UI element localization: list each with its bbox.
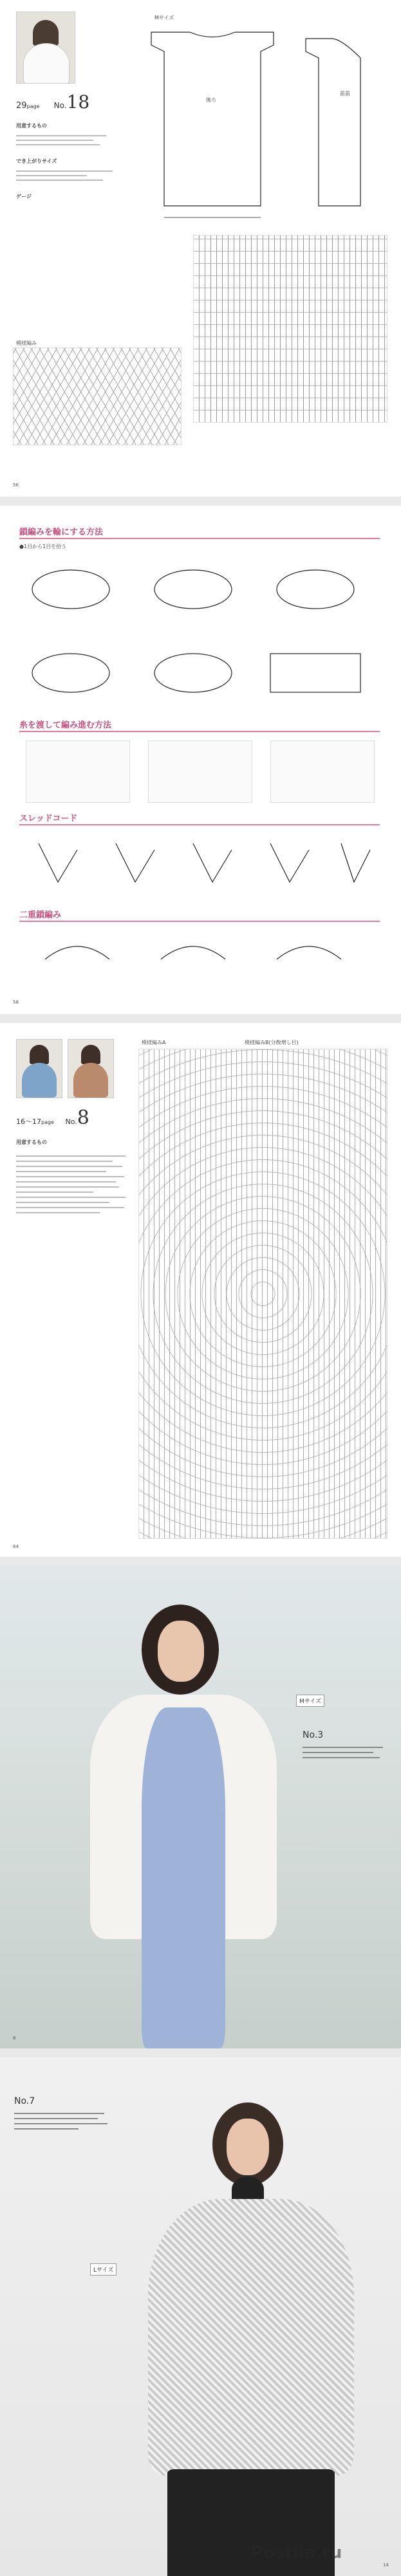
crochet-top [148,2199,354,2476]
double-chain-steps [19,927,380,991]
accent-band-3 [19,824,380,825]
section-title-1-text: 鎖編みを輪にする方法 [19,528,104,537]
page-4 [0,1566,401,2048]
back-panel-outline [151,32,274,206]
item-number: No.3 [303,1730,324,1740]
page-1 [0,0,401,497]
model-body [73,1063,108,1098]
model-face [227,2119,269,2175]
page-number-1: 56 [13,483,19,488]
section-title-4-text: 二重鎖編み [19,910,62,920]
issue-heading [16,91,89,113]
accent-band-1 [19,538,380,539]
page-2 [0,506,401,1014]
issue-number: 8 [77,1107,89,1129]
item-text-block [303,1743,386,1762]
pattern-label-a: 模様編みA [142,1040,166,1045]
stitch-chart-1 [193,235,387,423]
section-title-1 [19,525,103,537]
page-ref: 29 [16,101,27,111]
instruction-text-block [16,1152,129,1217]
page-ref: 16～17 [16,1118,41,1126]
materials-heading-2: 用意するもの [16,1139,47,1145]
issue-heading-2 [16,1107,89,1129]
materials-lines [16,132,119,149]
item-number: No.7 [14,2096,35,2106]
issue-number: 18 [66,91,90,113]
materials-heading: 用意するもの [16,123,47,129]
front-panel-outline [306,39,360,206]
page-number-3: 64 [13,1544,19,1549]
stitch-chart-2 [13,347,182,445]
page-separator [0,1014,401,1023]
sub-title-1: ●1目から1目を拾う [19,544,67,549]
garment-schematic [138,13,383,232]
size-badge: Mサイズ [296,1695,324,1707]
pattern-label-b: 模様編みB(分散増し目) [245,1040,299,1045]
chart-step-c [270,741,375,803]
accent-band-2 [19,731,380,732]
fashion-photo-1 [0,1566,401,2048]
model-photo-1 [16,12,75,84]
page-separator [0,2048,401,2057]
page-number-4: 8 [13,2036,16,2041]
step-illustrations-1 [19,554,380,631]
step-illustrations-2 [19,638,380,715]
issue-prefix: No. [53,101,67,110]
model-body [23,43,70,84]
section-title-3 [19,811,77,823]
dress [142,1707,225,2048]
model-figure [81,1045,100,1064]
model-photo-2a [16,1039,62,1098]
model-figure [30,1045,49,1064]
turtleneck [232,2176,264,2202]
page-5 [0,2057,401,2576]
section-title-2 [19,718,111,730]
section-title-4 [19,908,61,920]
spec-heading: でき上がりサイズ [16,158,57,164]
model-figure [33,20,59,46]
watermark: Postila.ru [251,2543,342,2562]
chart-step-a [26,741,130,803]
fashion-photo-2 [0,2057,401,2576]
item-text-block [14,2109,111,2133]
size-label: Mサイズ [154,15,174,21]
model-photo-2b [68,1039,114,1098]
page-separator [0,1557,401,1566]
section-title-3-text: スレッドコード [19,814,78,823]
page-ref-suffix: page [41,1119,54,1125]
back-label: 後ろ [206,97,216,103]
size-badge: Lサイズ [90,2263,117,2276]
model-body [22,1063,57,1098]
model-face [158,1621,204,1682]
chart-step-b [148,741,252,803]
thread-cord-steps [19,831,380,901]
page-number-2: 58 [13,1000,19,1005]
page-ref-suffix: page [26,104,40,109]
front-label: 前前 [340,91,350,97]
gauge-heading: ゲージ [16,194,32,199]
issue-prefix: No. [65,1118,77,1126]
spec-lines [16,167,119,184]
stitch-chart-3 [138,1049,387,1539]
page-number-5: 14 [383,2562,389,2568]
page-separator [0,497,401,506]
accent-band-4 [19,921,380,922]
pattern-label: 模様編み [16,340,37,346]
page-3 [0,1023,401,1557]
section-title-2-text: 糸を渡して編み進む方法 [19,721,112,730]
